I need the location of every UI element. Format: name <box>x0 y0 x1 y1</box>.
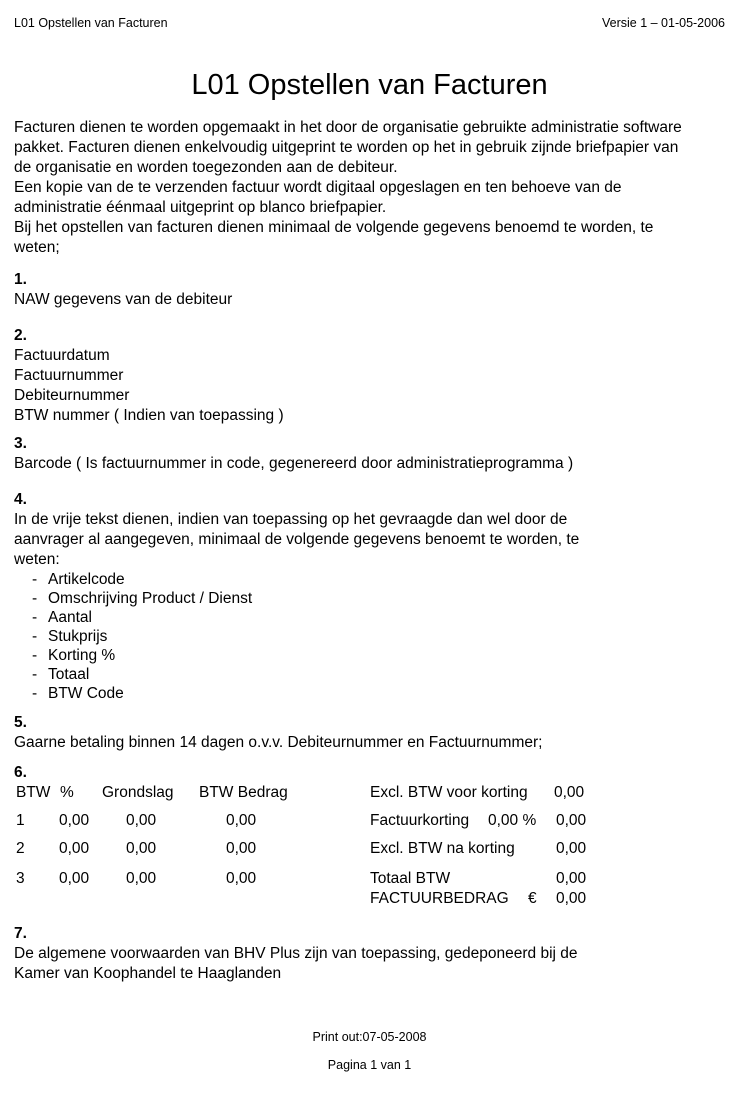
intro-line: Bij het opstellen van facturen dienen minimaal de volgende gegevens benoemd te worden, te <box>14 219 654 236</box>
section-number: 7. <box>14 925 27 942</box>
summary-value: 0,00 <box>556 812 587 829</box>
section-line: Factuurdatum <box>14 347 110 364</box>
table-cell: 0,00 <box>126 812 157 829</box>
summary-value: 0,00 <box>556 840 587 857</box>
bullet-text: Totaal <box>48 666 90 683</box>
table-header-cell: Grondslag <box>102 784 174 801</box>
table-cell: 0,00 <box>126 840 157 857</box>
euro-sign: € <box>528 890 537 907</box>
dash-bullet: - <box>32 628 38 645</box>
table-cell: 0,00 <box>226 812 257 829</box>
dash-bullet: - <box>32 647 38 664</box>
table-header-cell: BTW Bedrag <box>199 784 288 801</box>
summary-extra: 0,00 % <box>488 812 537 829</box>
intro-line: Een kopie van de te verzenden factuur wordt digitaal opgeslagen en ten behoeve van de <box>14 179 622 196</box>
section-line: aanvrager al aangegeven, minimaal de volgende gegevens benoemt te worden, te <box>14 531 580 548</box>
intro-line: de organisatie en worden toegezonden aan de debiteur. <box>14 159 398 176</box>
section-line: Gaarne betaling binnen 14 dagen o.v.v. Debiteurnummer en Factuurnummer; <box>14 734 543 751</box>
dash-bullet: - <box>32 571 38 588</box>
section-line: De algemene voorwaarden van BHV Plus zijn van toepassing, gedeponeerd bij de <box>14 945 578 962</box>
bullet-list <box>14 570 725 703</box>
section-number: 6. <box>14 764 27 781</box>
document-title: L01 Opstellen van Facturen <box>191 69 548 101</box>
bullet-text: Omschrijving Product / Dienst <box>48 590 253 607</box>
section-line: Factuurnummer <box>14 367 124 384</box>
bullet-item <box>14 608 725 627</box>
summary-label: FACTUURBEDRAG <box>370 890 509 907</box>
bullet-item <box>14 646 725 665</box>
bullet-item <box>14 684 725 703</box>
page-header <box>0 0 739 30</box>
section-line: Barcode ( Is factuurnummer in code, gegenereerd door administratieprogramma ) <box>14 455 574 472</box>
section-number: 1. <box>14 271 27 288</box>
bullet-item <box>14 589 725 608</box>
table-cell: 0,00 <box>226 840 257 857</box>
section-number: 4. <box>14 491 27 508</box>
dash-bullet: - <box>32 685 38 702</box>
bullet-text: Artikelcode <box>48 571 125 588</box>
btw-table <box>14 783 725 911</box>
section-line: In de vrije tekst dienen, indien van toepassing op het gevraagde dan wel door de <box>14 511 568 528</box>
section-number: 2. <box>14 327 27 344</box>
summary-value: 0,00 <box>556 870 587 887</box>
bullet-text: Korting % <box>48 647 116 664</box>
section-7 <box>14 924 725 984</box>
footer-print-date: Print out:07-05-2008 <box>312 1030 427 1044</box>
section-2 <box>14 326 725 426</box>
table-cell: 1 <box>16 812 25 829</box>
section-6 <box>14 763 725 911</box>
dash-bullet: - <box>32 666 38 683</box>
section-4 <box>14 490 725 703</box>
table-cell: 0,00 <box>59 870 90 887</box>
bullet-text: BTW Code <box>48 685 124 702</box>
bullet-text: Aantal <box>48 609 92 626</box>
table-cell: 3 <box>16 870 25 887</box>
header-version: Versie 1 – 01-05-2006 <box>601 16 725 30</box>
header-doc-code: L01 Opstellen van Facturen <box>14 16 168 30</box>
dash-bullet: - <box>32 609 38 626</box>
bullet-text: Stukprijs <box>48 628 108 645</box>
footer-page-number: Pagina 1 van 1 <box>327 1058 412 1072</box>
table-cell: 2 <box>16 840 25 857</box>
table-header-cell: BTW <box>16 784 51 801</box>
section-number: 3. <box>14 435 27 452</box>
summary-label: Totaal BTW <box>370 870 451 887</box>
summary-value: 0,00 <box>554 784 585 801</box>
summary-label: Excl. BTW voor korting <box>370 784 528 801</box>
summary-label: Excl. BTW na korting <box>370 840 515 857</box>
summary-value: 0,00 <box>556 890 587 907</box>
section-number: 5. <box>14 714 27 731</box>
section-3 <box>14 434 725 474</box>
intro-line: weten; <box>14 239 60 256</box>
bullet-item <box>14 665 725 684</box>
section-1 <box>14 270 725 310</box>
table-cell: 0,00 <box>59 812 90 829</box>
section-line: Debiteurnummer <box>14 387 130 404</box>
bullet-item <box>14 627 725 646</box>
bullet-item <box>14 570 725 589</box>
section-line: NAW gegevens van de debiteur <box>14 291 233 308</box>
table-cell: 0,00 <box>126 870 157 887</box>
document-body <box>0 118 739 984</box>
table-cell: 0,00 <box>226 870 257 887</box>
section-line: BTW nummer ( Indien van toepassing ) <box>14 407 284 424</box>
section-5 <box>14 713 725 753</box>
intro-line: Facturen dienen te worden opgemaakt in het door de organisatie gebruikte administratie software <box>14 119 682 136</box>
intro-line: administratie éénmaal uitgeprint op blanco briefpapier. <box>14 199 387 216</box>
table-cell: 0,00 <box>59 840 90 857</box>
section-line: Kamer van Koophandel te Haaglanden <box>14 965 282 982</box>
summary-label: Factuurkorting <box>370 812 470 829</box>
dash-bullet: - <box>32 590 38 607</box>
intro-paragraph <box>14 118 725 258</box>
table-header-cell: % <box>60 784 74 801</box>
intro-line: pakket. Facturen dienen enkelvoudig uitgeprint te worden op het in gebruik zijnde briefpapier van <box>14 139 679 156</box>
section-line: weten: <box>14 551 60 568</box>
